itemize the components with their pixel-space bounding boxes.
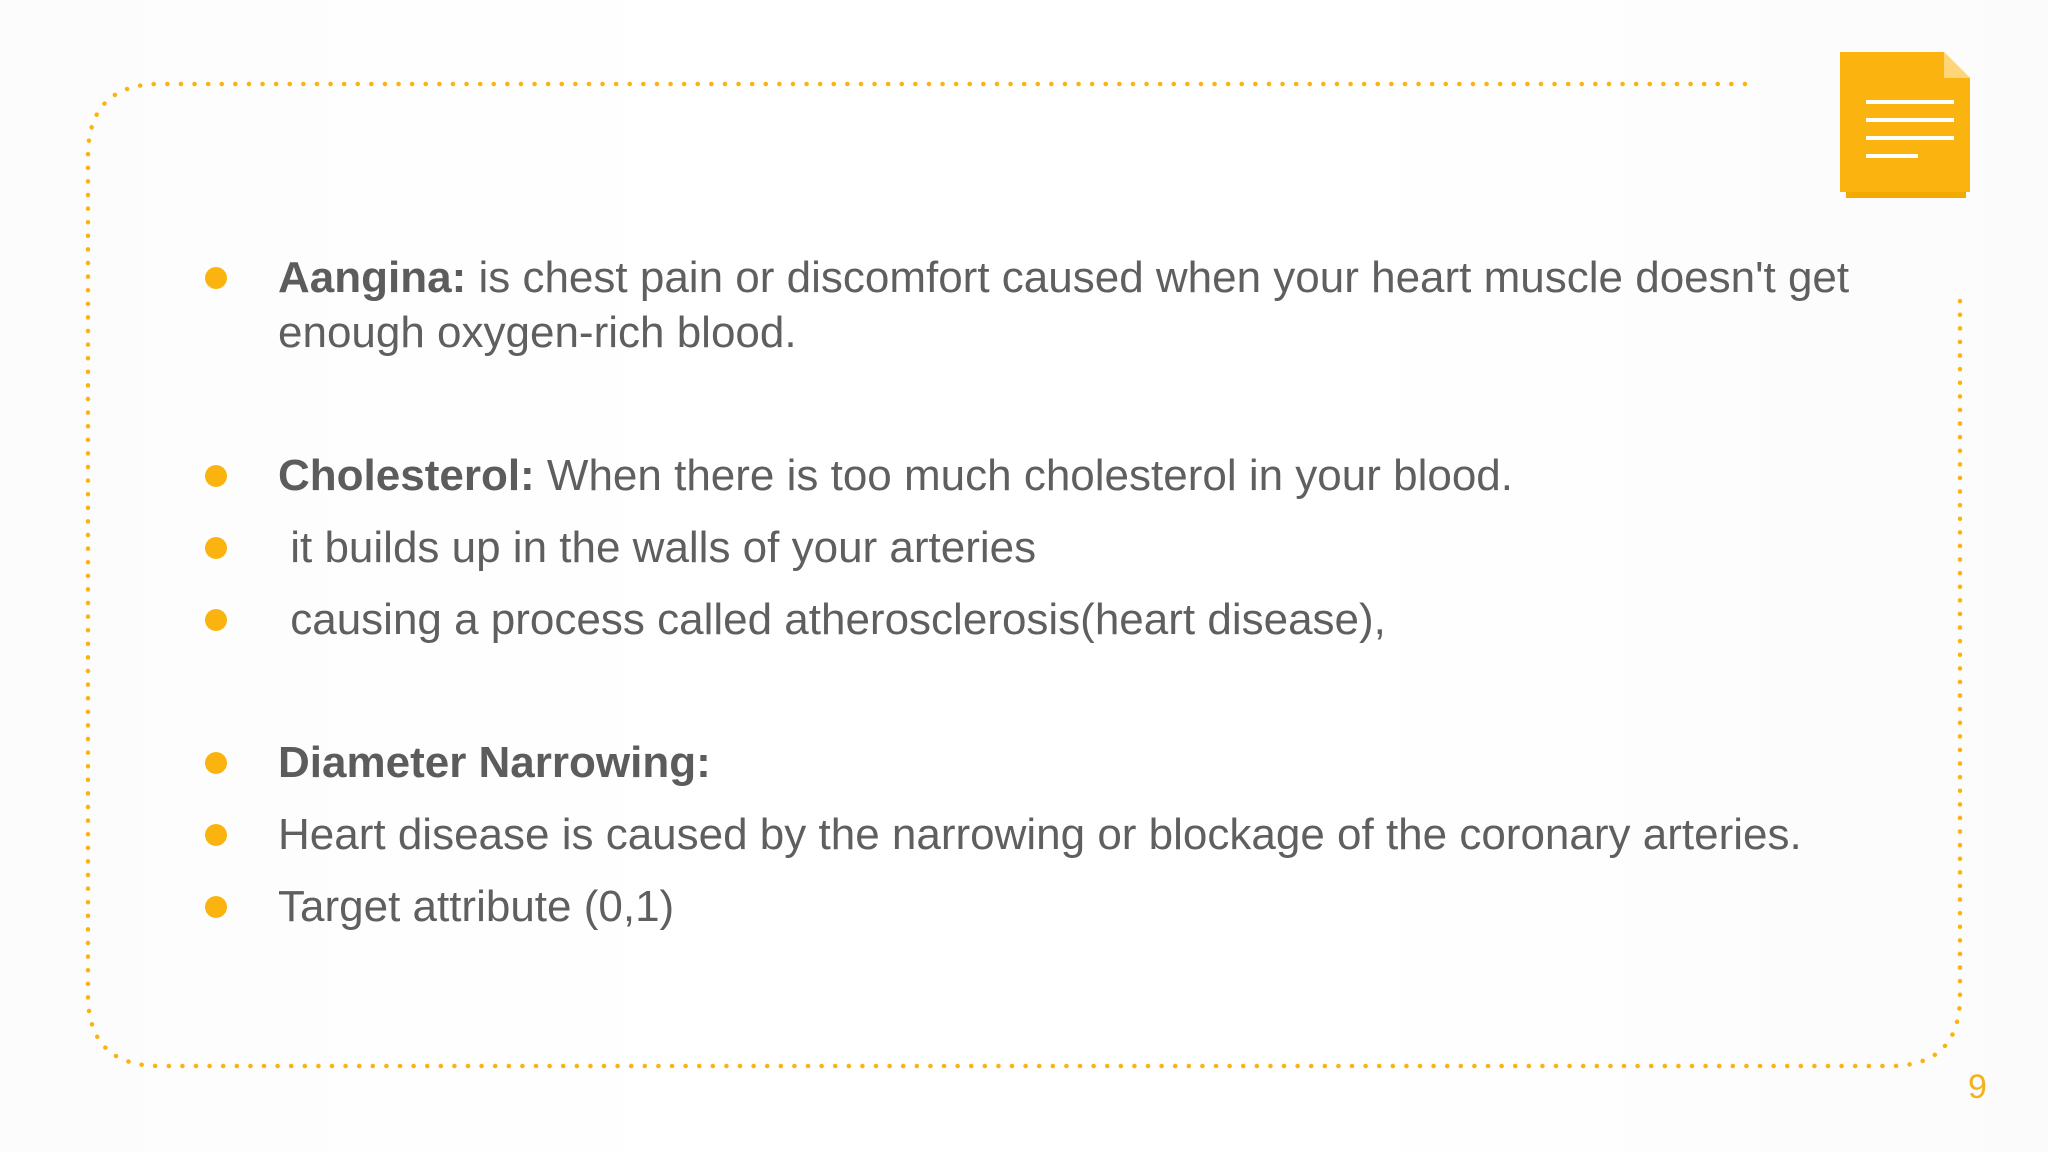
bullet-dot <box>205 752 227 774</box>
list-item-body: is chest pain or discomfort caused when your heart muscle doesn't get enough oxygen-rich blood. <box>278 253 1850 357</box>
list-item-text <box>278 592 1878 647</box>
list-item-text <box>278 735 1878 790</box>
bullet-dot <box>205 609 227 631</box>
list-item <box>200 807 1880 862</box>
list-item <box>200 592 1880 647</box>
bullet-dot <box>205 537 227 559</box>
list-item-text <box>278 879 1878 934</box>
list-item <box>200 250 1880 360</box>
bullet-dot <box>205 267 227 289</box>
bullet-dot <box>205 465 227 487</box>
list-item-body: causing a process called atherosclerosis(heart disease), <box>278 595 1386 644</box>
list-item-body: Target attribute (0,1) <box>278 882 675 931</box>
bullet-dot <box>205 896 227 918</box>
list-item-term: Diameter Narrowing: <box>278 738 711 787</box>
document-icon <box>1838 50 1974 204</box>
list-item-body: Heart disease is caused by the narrowing or blockage of the coronary arteries. <box>278 810 1802 859</box>
list-item-text <box>278 448 1878 503</box>
list-item-text <box>278 807 1878 862</box>
list-item-text <box>278 520 1878 575</box>
list-item-body: When there is too much cholesterol in your blood. <box>534 451 1513 500</box>
list-item <box>200 735 1880 790</box>
list-item-term: Aangina: <box>278 253 467 302</box>
list-item-body: it builds up in the walls of your arteries <box>278 523 1037 572</box>
list-item-term: Cholesterol: <box>278 451 535 500</box>
list-item-text <box>278 250 1878 360</box>
bullet-dot <box>205 824 227 846</box>
list-item <box>200 879 1880 934</box>
page-number: 9 <box>1968 1068 1987 1106</box>
list-item <box>200 448 1880 503</box>
list-item <box>200 520 1880 575</box>
